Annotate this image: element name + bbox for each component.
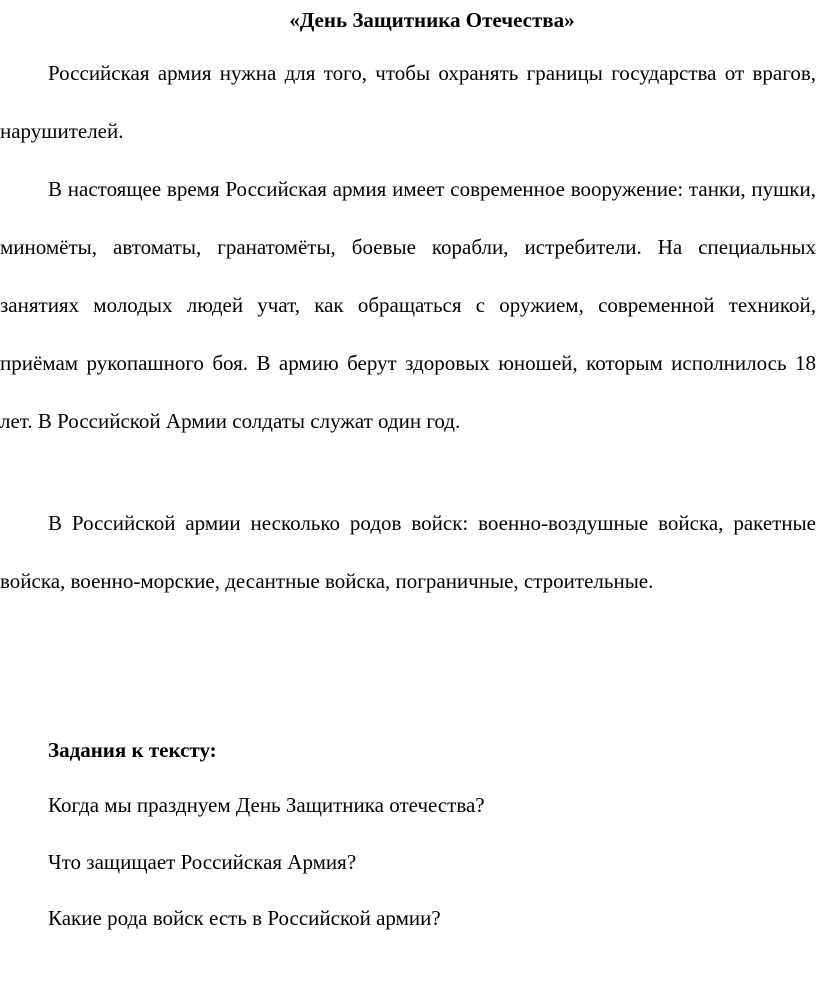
question-item: Что защищает Российская Армия? bbox=[48, 850, 357, 874]
question-item: Когда мы празднуем День Защитника отечества? bbox=[48, 793, 485, 817]
tasks-heading: Задания к тексту: bbox=[48, 738, 217, 762]
paragraph-army-purpose: Российская армия нужна для того, чтобы охранять границы государства от врагов, нарушителей. bbox=[0, 61, 816, 143]
paragraph-army-branches: В Российской армии несколько родов войск: военно-воздушные войска, ракетные войска, военно-морские, десантные войска, пограничные, строительные. bbox=[0, 511, 816, 593]
document-title: «День Защитника Отечества» bbox=[289, 8, 575, 32]
question-item: Какие рода войск есть в Российской армии? bbox=[48, 906, 441, 930]
paragraph-army-weapons: В настоящее время Российская армия имеет современное вооружение: танки, пушки, миномёты, автоматы, гранатомёты, боевые корабли, истребители. На специальных занятиях молодых людей учат, как обращаться с оружием, современной техникой, приёмам рукопашного боя. В армию берут здоровых юношей, которым исполнилось 18 лет. В Российской Армии солдаты служат один год. bbox=[0, 177, 816, 433]
